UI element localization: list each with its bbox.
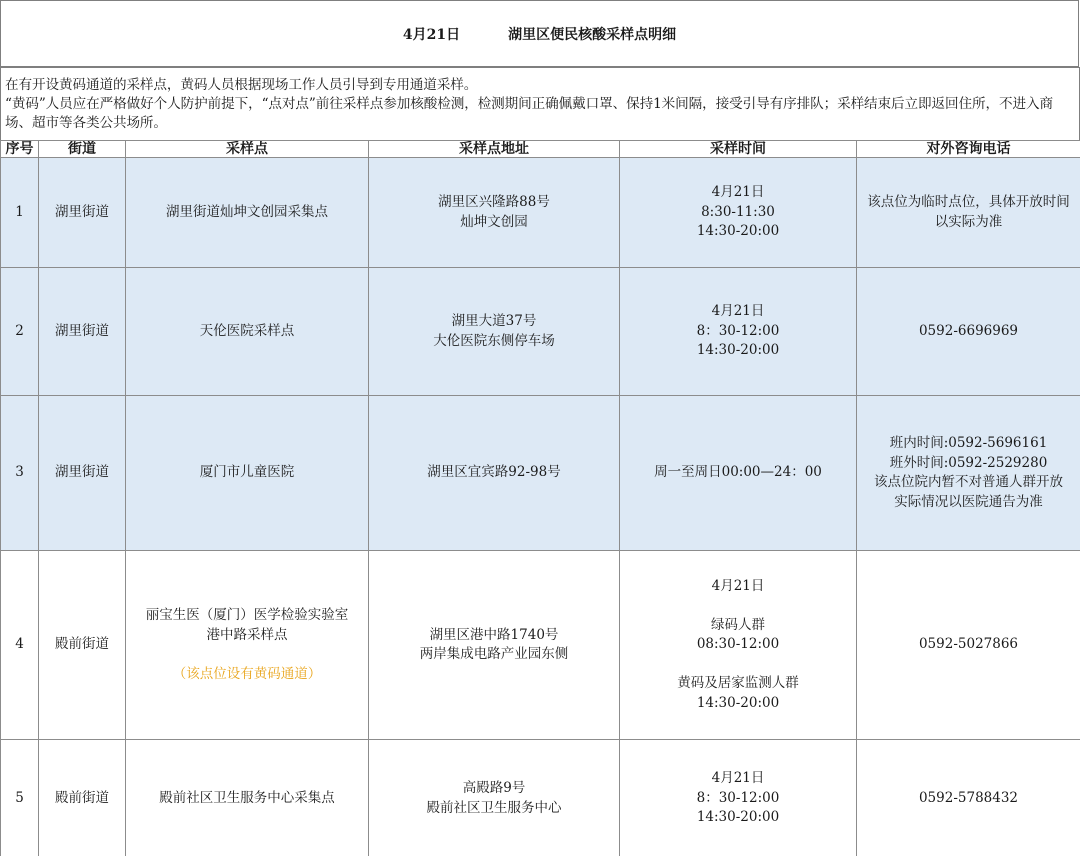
time-line: 8:30-11:30	[701, 203, 775, 220]
address-line: 大伦医院东侧停车场	[433, 332, 555, 349]
cell-phone: 0592-5788432	[857, 740, 1080, 856]
col-header-phone: 对外咨询电话	[857, 141, 1080, 158]
cell-no: 2	[1, 268, 39, 396]
time-line: 8：30-12:00	[696, 322, 780, 339]
yellow-code-note: （该点位设有黄码通道）	[172, 665, 322, 682]
time-line: 14:30-20:00	[696, 809, 780, 826]
address-line: 高殿路9号	[462, 780, 526, 796]
time-line: 14:30-20:00	[696, 694, 780, 711]
time-spacer	[624, 655, 852, 675]
address-line: 殿前社区卫生服务中心	[426, 799, 562, 816]
time-spacer	[624, 596, 852, 616]
cell-address	[369, 396, 620, 551]
site-spacer	[130, 645, 364, 665]
cell-street: 湖里街道	[39, 268, 126, 396]
time-line: 绿码人群	[711, 616, 765, 633]
cell-address	[369, 551, 620, 740]
cell-site: 湖里街道灿坤文创园采集点	[126, 158, 369, 268]
site-line: 港中路采样点	[206, 626, 288, 643]
time-line: 14:30-20:00	[696, 223, 780, 240]
cell-phone	[857, 158, 1080, 268]
address-line: 湖里区港中路1740号	[429, 626, 559, 643]
time-line: 4月21日	[711, 577, 765, 594]
col-header-no: 序号	[1, 141, 39, 158]
address-line: 灿坤文创园	[460, 213, 528, 230]
time-line: 4月21日	[711, 184, 765, 201]
cell-time	[620, 268, 857, 396]
cell-street: 殿前街道	[39, 551, 126, 740]
cell-no: 1	[1, 158, 39, 268]
cell-time	[620, 740, 857, 856]
cell-phone: 0592-6696969	[857, 268, 1080, 396]
table-row	[1, 158, 1080, 268]
table-row	[1, 396, 1080, 551]
cell-site: 厦门市儿童医院	[126, 396, 369, 551]
phone-note: 该点位为临时点位，具体开放时间以实际为准	[867, 194, 1070, 230]
notice-text	[0, 67, 1080, 140]
table-row	[1, 740, 1080, 856]
cell-phone: 0592-5027866	[857, 551, 1080, 740]
cell-no: 3	[1, 396, 39, 551]
address-line: 湖里区兴隆路88号	[438, 194, 550, 210]
cell-site: 天伦医院采样点	[126, 268, 369, 396]
time-line: 4月21日	[711, 303, 765, 320]
cell-site: 殿前社区卫生服务中心采集点	[126, 740, 369, 856]
sampling-sites-table	[0, 140, 1080, 856]
address-line: 两岸集成电路产业园东侧	[419, 646, 569, 662]
cell-time	[620, 396, 857, 551]
cell-street: 湖里街道	[39, 396, 126, 551]
table-row	[1, 268, 1080, 396]
col-header-site: 采样点	[126, 141, 369, 158]
time-line: 14:30-20:00	[696, 342, 780, 359]
title-bar	[0, 0, 1079, 67]
table-header-row	[1, 141, 1080, 158]
site-line: 丽宝生医（厦门）医学检验实验室	[145, 607, 349, 623]
cell-no: 4	[1, 551, 39, 740]
time-line: 黄码及居家监测人群	[677, 675, 799, 692]
page-title: 湖里区便民核酸采样点明细	[508, 26, 677, 43]
cell-street: 殿前街道	[39, 740, 126, 856]
time-line: 周一至周日00:00—24：00	[654, 464, 822, 481]
cell-address	[369, 268, 620, 396]
phone-line: 班外时间:0592-2529280	[889, 454, 1048, 471]
address-line: 湖里大道37号	[451, 313, 537, 329]
notice-line-2: “黄码”人员应在严格做好个人防护前提下，“点对点”前往采样点参加核酸检测，检测期间正确佩戴口罩、保持1米间隔，接受引导有序排队；采样结束后立即返回住所，不进入商场、超市等各类公共场所。	[5, 96, 1053, 131]
cell-time	[620, 158, 857, 268]
cell-no: 5	[1, 740, 39, 856]
col-header-street: 街道	[39, 141, 126, 158]
phone-line: 该点位院内暂不对普通人群开放	[874, 474, 1063, 490]
phone-line: 实际情况以医院通告为准	[894, 493, 1043, 510]
cell-site	[126, 551, 369, 740]
time-line: 4月21日	[711, 770, 765, 787]
title-date: 4月21日	[402, 26, 461, 43]
cell-time	[620, 551, 857, 740]
col-header-time: 采样时间	[620, 141, 857, 158]
cell-street: 湖里街道	[39, 158, 126, 268]
cell-address	[369, 740, 620, 856]
cell-phone	[857, 396, 1080, 551]
table-row	[1, 551, 1080, 740]
notice-line-1: 在有开设黄码通道的采样点，黄码人员根据现场工作人员引导到专用通道采样。	[5, 77, 478, 93]
time-line: 08:30-12:00	[696, 636, 780, 653]
time-line: 8：30-12:00	[696, 789, 780, 806]
address-line: 湖里区宜宾路92-98号	[427, 464, 561, 481]
phone-line: 班内时间:0592-5696161	[889, 435, 1048, 451]
col-header-address: 采样点地址	[369, 141, 620, 158]
cell-address	[369, 158, 620, 268]
